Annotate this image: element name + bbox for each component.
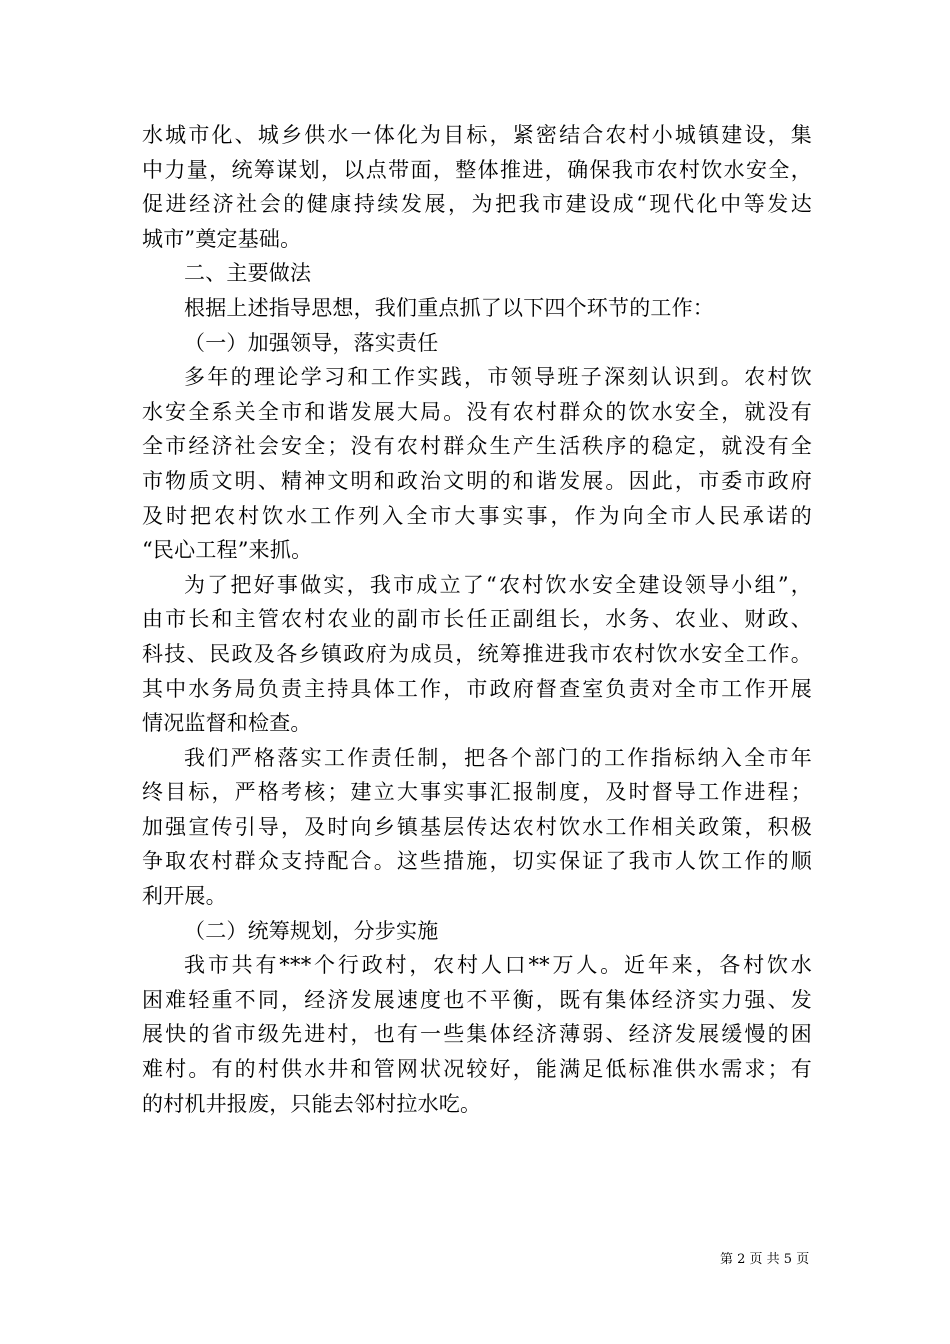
text-line: 我市共有***个行政村，农村人口**万人。近年来，各村饮水 [184, 953, 812, 978]
text-line: 困难轻重不同，经济发展速度也不平衡，既有集体经济实力强、发 [142, 987, 812, 1012]
text-line: 难村。有的村供水井和管网状况较好，能满足低标准供水需求；有 [142, 1057, 812, 1082]
text-line: 多年的理论学习和工作实践，市领导班子深刻认识到。农村饮 [184, 365, 812, 390]
text-line: 全市经济社会安全；没有农村群众生产生活秩序的稳定，就没有全 [142, 434, 812, 459]
text-line: 根据上述指导思想，我们重点抓了以下四个环节的工作： [184, 295, 714, 320]
text-line: 其中水务局负责主持具体工作，市政府督查室负责对全市工作开展 [142, 676, 812, 701]
text-line: 为了把好事做实，我市成立了“农村饮水安全建设领导小组”， [184, 572, 812, 597]
text-line: 及时把农村饮水工作列入全市大事实事，作为向全市人民承诺的 [142, 503, 812, 528]
text-line: 我们严格落实工作责任制，把各个部门的工作指标纳入全市年 [184, 745, 812, 770]
text-line: 由市长和主管农村农业的副市长任正副组长，水务、农业、财政、 [142, 607, 812, 632]
text-line: “民心工程”来抓。 [142, 538, 313, 563]
text-line: 城市”奠定基础。 [142, 226, 302, 251]
section-heading: 二、主要做法 [184, 261, 312, 286]
text-line: 展快的省市级先进村，也有一些集体经济薄弱、经济发展缓慢的困 [142, 1022, 812, 1047]
text-line: 加强宣传引导，及时向乡镇基层传达农村饮水工作相关政策，积极 [142, 814, 812, 839]
document-body [142, 118, 812, 1121]
text-line: 市物质文明、精神文明和政治文明的和谐发展。因此，市委市政府 [142, 468, 812, 493]
text-line: 水城市化、城乡供水一体化为目标，紧密结合农村小城镇建设，集 [142, 123, 812, 147]
text-line: 中力量，统筹谋划，以点带面，整体推进，确保我市农村饮水安全， [142, 157, 812, 182]
text-line: 水安全系关全市和谐发展大局。没有农村群众的饮水安全，就没有 [142, 399, 812, 424]
text-line: 促进经济社会的健康持续发展，为把我市建设成“现代化中等发达 [142, 192, 812, 217]
text-line: 的村机井报废，只能去邻村拉水吃。 [142, 1091, 482, 1116]
text-line: 情况监督和检查。 [142, 711, 312, 736]
text-line: 终目标，严格考核；建立大事实事汇报制度，及时督导工作进程； [142, 780, 812, 805]
text-line: 科技、民政及各乡镇政府为成员，统筹推进我市农村饮水安全工作。 [142, 641, 812, 666]
text-line: 争取农村群众支持配合。这些措施，切实保证了我市人饮工作的顺 [142, 849, 812, 874]
text-line: 利开展。 [142, 884, 227, 909]
subsection-heading: （一）加强领导，落实责任 [184, 330, 439, 355]
page-number: 第 2 页 共 5 页 [720, 1252, 810, 1267]
subsection-heading: （二）统筹规划，分步实施 [184, 918, 439, 943]
